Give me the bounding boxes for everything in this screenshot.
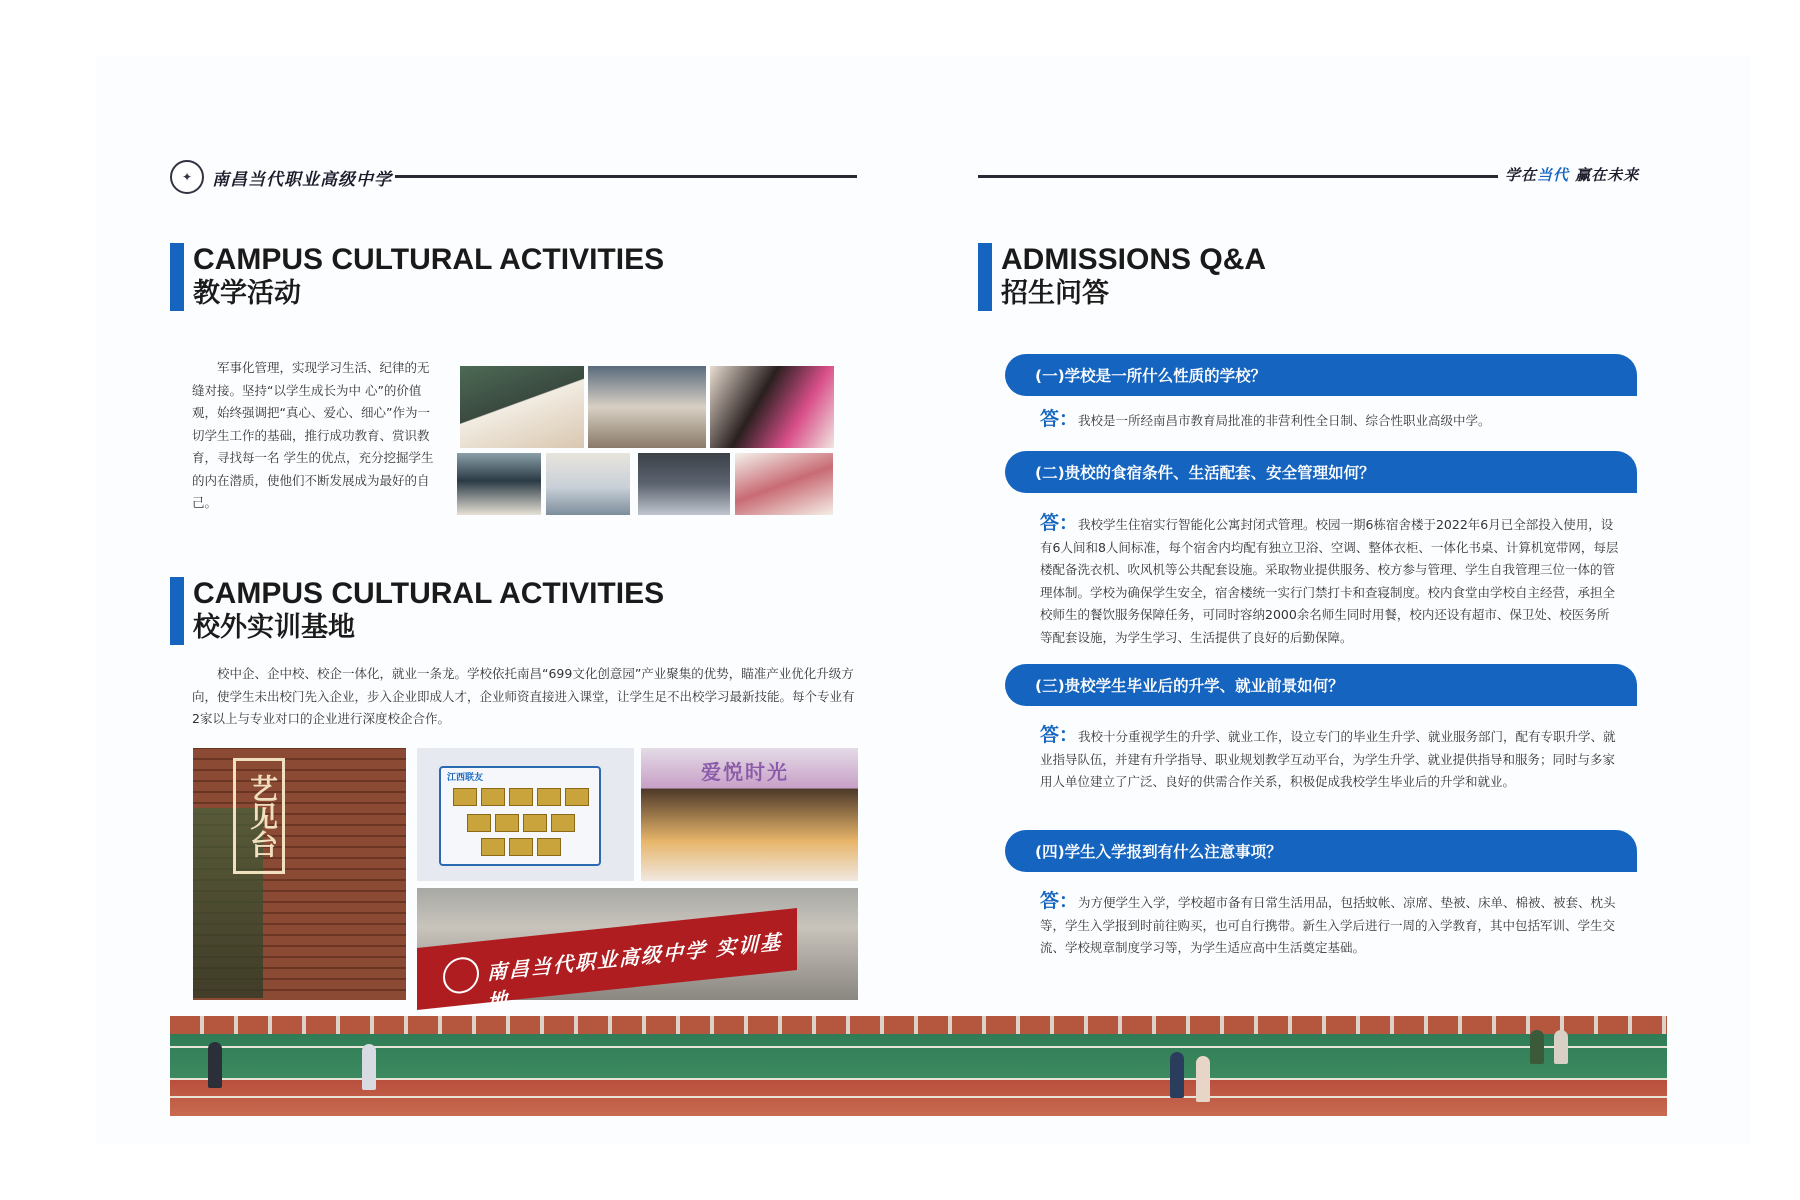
question-text: (三)贵校学生毕业后的升学、就业前景如何？	[1035, 677, 1344, 695]
answer-lead: 答：	[1040, 512, 1079, 534]
plaque-tile	[481, 838, 505, 856]
plaque-tile	[551, 814, 575, 832]
plaque-tile	[509, 788, 533, 806]
section-title-training	[170, 577, 664, 645]
section-accent-bar	[978, 243, 992, 311]
header-rule-left	[395, 175, 857, 178]
plaque-tile	[495, 814, 519, 832]
header-rule-right	[978, 175, 1498, 178]
plaque-tile	[481, 788, 505, 806]
section-title-en: CAMPUS CULTURAL ACTIVITIES	[193, 243, 665, 276]
answer-block	[1040, 408, 1620, 433]
section-title-admissions	[978, 243, 1266, 311]
runner-figure	[1530, 1030, 1544, 1064]
answer-block	[1040, 512, 1620, 649]
plaque-tile	[467, 814, 491, 832]
school-name: 南昌当代职业高级中学	[212, 169, 392, 190]
school-logo-icon: ✦	[170, 160, 204, 194]
plaque-tile	[453, 788, 477, 806]
section-accent-bar	[170, 577, 184, 645]
photo-shop-front	[641, 748, 858, 881]
answer-text: 我校学生住宿实行智能化公寓封闭式管理。校园一期6栋宿舍楼于2022年6月已全部投入使用，设有6人间和8人间标准，每个宿舍内均配有独立卫浴、空调、整体衣柜、一体化书桌、计算机宽带网，每层楼配备洗衣机、吹风机等公共配套设施。采取物业提供服务、校方参与管理、学生自我管理三位一体的管理体制。学校为确保学生安全，宿舍楼统一实行门禁打卡和查寝制度。校内食堂由学校自主经营，承担全校师生的餐饮服务保障任务，可同时容纳2000余名师生同时用餐，校内还设有超市、保卫处、校医务所等配套设施，为学生学习、生活提供了良好的后勤保障。	[1040, 517, 1619, 645]
banner-text: 南昌当代职业高级中学 实训基地	[487, 929, 782, 1014]
field-line	[170, 1046, 1667, 1048]
photo-study-hall	[457, 453, 541, 515]
plaque-board	[439, 766, 601, 866]
section-accent-bar	[170, 243, 184, 311]
field-building-strip	[170, 1016, 1667, 1034]
answer-lead: 答：	[1040, 724, 1079, 746]
section-title-zh: 招生问答	[1001, 278, 1109, 309]
runner-figure	[208, 1042, 222, 1088]
section-title-teaching	[170, 243, 664, 311]
question-header	[1005, 354, 1637, 396]
answer-text: 我校是一所经南昌市教育局批准的非营利性全日制、综合性职业高级中学。	[1078, 413, 1491, 428]
photo-piano-lesson	[710, 366, 834, 448]
photo-enterprise-plaques	[417, 748, 634, 881]
section-title-en: ADMISSIONS Q&A	[1001, 243, 1267, 276]
section-title-zh: 教学活动	[193, 278, 301, 309]
photo-students-reading	[735, 453, 833, 515]
answer-block	[1040, 890, 1620, 960]
photo-classroom-students	[588, 366, 706, 448]
answer-text: 我校十分重视学生的升学、就业工作，设立专门的毕业生升学、就业服务部门，配有专职升学、就业指导队伍，并建有升学指导、职业规划教学互动平台，为学生升学、就业提供指导和服务；同时与多家用人单位建立了广泛、良好的供需合作关系，积极促成我校学生毕业后的升学和就业。	[1040, 729, 1616, 789]
question-header	[1005, 664, 1637, 706]
teaching-paragraph: 军事化管理，实现学习生活、纪律的无缝对接。坚持“以学生成长为中 心”的价值观，始终强调把“真心、爱心、细心”作为一切学生工作的基础，推行成功教育、赏识教育，寻找每一名 学生的优点，充分挖掘学生的内在潜质，使他们不断发展成为最好的自己。	[192, 360, 434, 510]
plaque-tile	[509, 838, 533, 856]
answer-lead: 答：	[1040, 890, 1079, 912]
brick-sign: 艺见台	[233, 758, 285, 874]
shop-sign: 爱悦时光	[701, 760, 789, 784]
plaque-tile	[537, 838, 561, 856]
question-text: (四)学生入学报到有什么注意事项？	[1035, 843, 1282, 861]
question-text: (二)贵校的食宿条件、生活配套、安全管理如何？	[1035, 464, 1375, 482]
answer-block	[1040, 724, 1620, 794]
plaque-title: 江西联友	[447, 773, 484, 783]
question-header	[1005, 830, 1637, 872]
banner-emblem-icon	[443, 955, 479, 995]
field-line	[170, 1096, 1667, 1098]
training-base-banner	[417, 908, 797, 1014]
runner-figure	[1554, 1030, 1568, 1064]
runner-figure	[1196, 1056, 1210, 1102]
photo-dance-practice	[546, 453, 630, 515]
runner-figure	[1170, 1052, 1184, 1098]
runner-figure	[362, 1044, 376, 1090]
plaque-tile	[523, 814, 547, 832]
plaque-tile	[537, 788, 561, 806]
answer-lead: 答：	[1040, 408, 1079, 430]
photo-creative-park-brick	[193, 748, 406, 1000]
slogan-part2: 赢在未来	[1569, 166, 1640, 184]
photo-training-base-banner	[417, 888, 858, 1014]
question-header	[1005, 451, 1637, 493]
slogan-highlight: 当代	[1537, 166, 1570, 184]
header-left	[170, 160, 392, 194]
section-title-en: CAMPUS CULTURAL ACTIVITIES	[193, 577, 665, 610]
field-line	[170, 1078, 1667, 1080]
header-slogan	[1505, 164, 1639, 185]
photo-lecture-hall	[638, 453, 730, 515]
answer-text: 为方便学生入学，学校超市备有日常生活用品，包括蚊帐、凉席、垫被、床单、棉被、被套、枕头等，学生入学报到时前往购买，也可自行携带。新生入学后进行一周的入学教育，其中包括军训、学生交流、学校规章制度学习等，为学生适应高中生活奠定基础。	[1040, 895, 1616, 955]
slogan-part1: 学在	[1505, 166, 1538, 184]
question-text: (一)学校是一所什么性质的学校？	[1035, 367, 1267, 385]
plaque-tile	[565, 788, 589, 806]
photo-classroom-lecture	[460, 366, 584, 448]
training-paragraph: 校中企、企中校、校企一体化，就业一条龙。学校依托南昌“699文化创意园”产业聚集的优势，瞄准产业优化升级方向，使学生未出校门先入企业，步入企业即成人才，企业师资直接进入课堂，让学生足不出校学习最新技能。每个专业有2家以上与专业对口的企业进行深度校企合作。	[192, 666, 855, 726]
photo-sports-field-panorama	[170, 1016, 1667, 1116]
section-title-zh: 校外实训基地	[193, 612, 355, 643]
